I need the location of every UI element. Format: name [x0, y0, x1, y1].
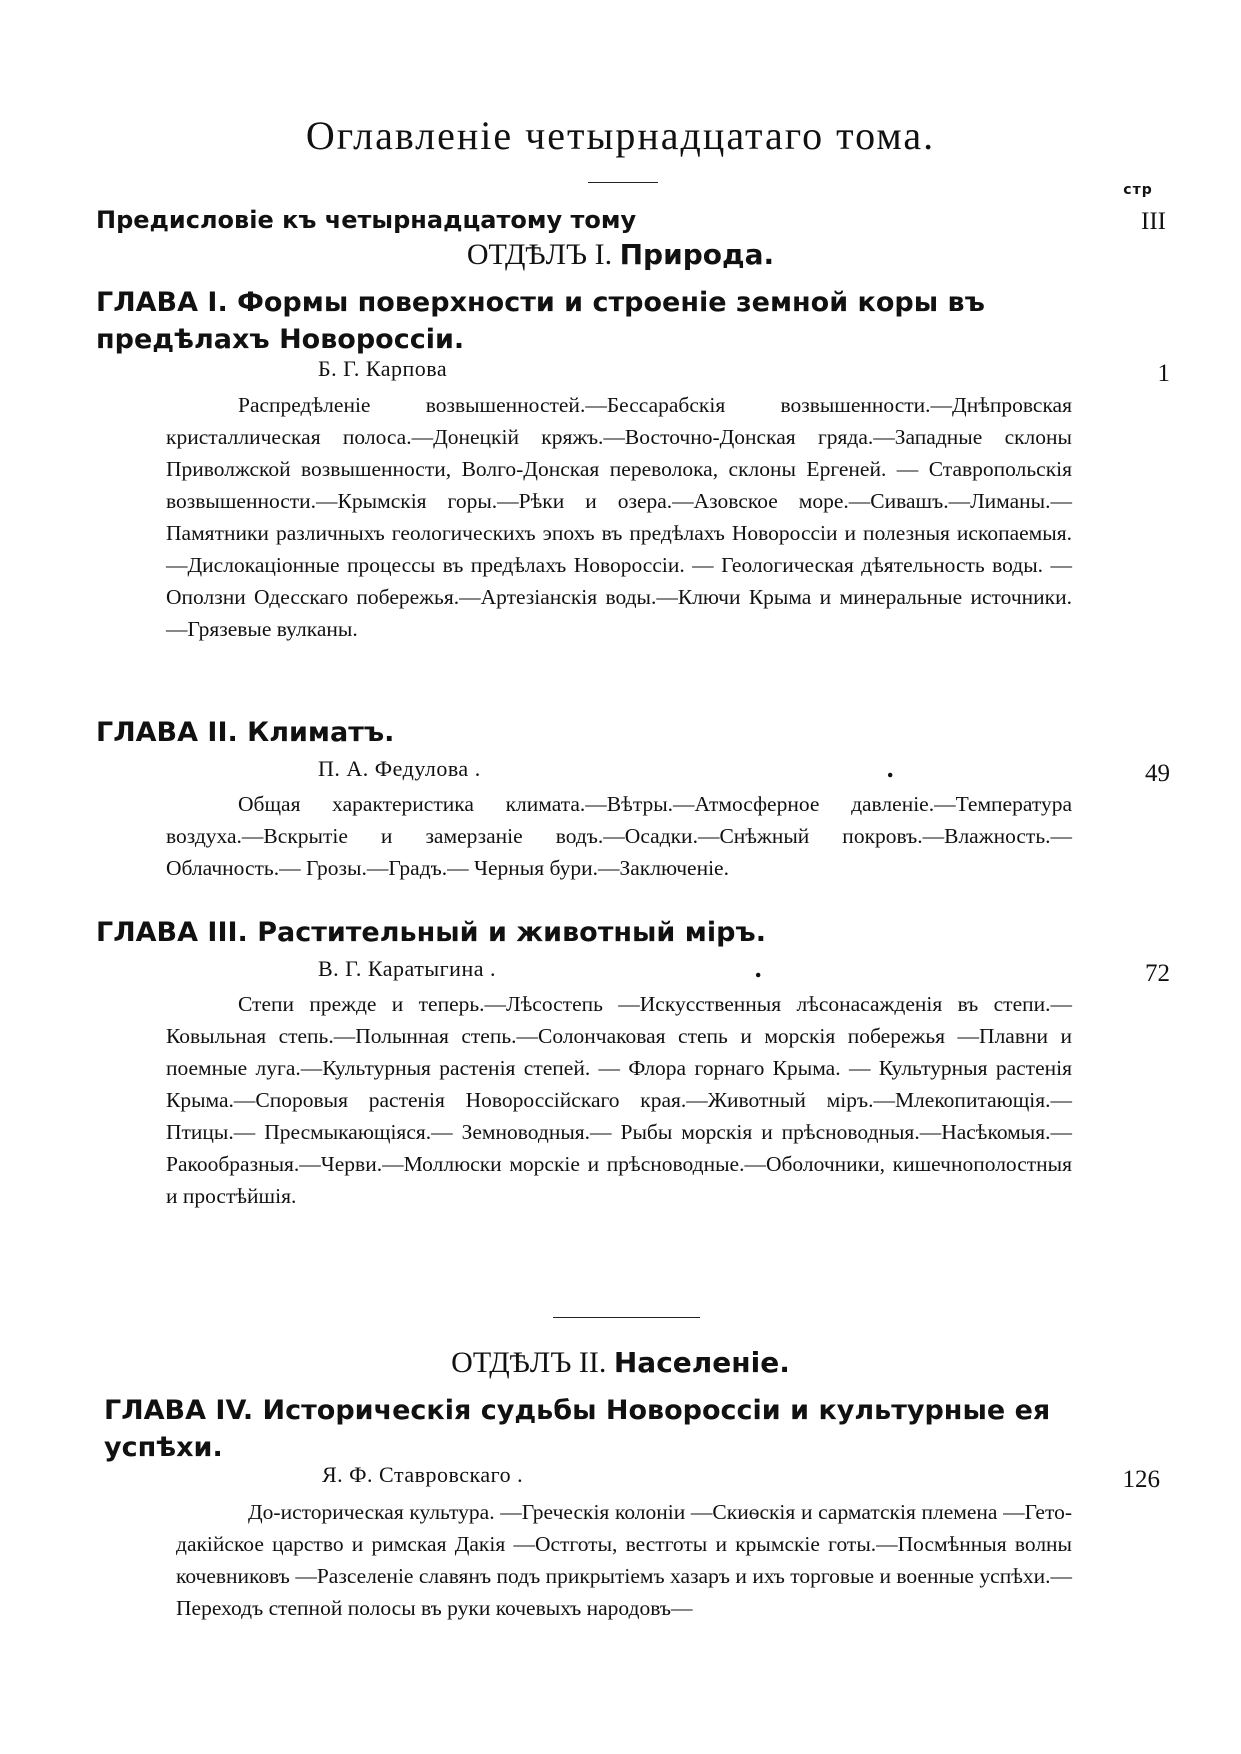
chapter-summary: Общая характеристика климата.—Вѣтры.—Атмосферное давленіе.—Температура воздуха.—Вскрытіе и замерзаніе водъ.—Осадки.—Снѣжный покровъ.—Влажность.— Облачность.— Грозы.—Градъ.— Черныя бури.—Заключеніе.	[166, 792, 1072, 880]
leader-dot: .	[886, 754, 895, 783]
chapter-summary: До-историческая культура. —Греческія колоніи —Скиѳскія и сарматскія племена —Гето-дакійское царство и римская Дакія —Остготы, вестготы и крымскіе готы.—Посмѣнныя волны кочевниковъ —Разселеніе славянъ подъ прикрытіемъ хазаръ и ихъ торговые и военные успѣхи.—Переходъ степной полосы въ руки кочевыхъ народовъ—	[176, 1500, 1072, 1620]
chapter-author: В. Г. Каратыгина .	[318, 956, 496, 981]
preface-page-number: III	[1141, 208, 1166, 235]
chapter-page-number: 49	[1145, 760, 1170, 787]
section-name: Населеніе.	[613, 1346, 790, 1379]
section-name: Природа.	[619, 238, 775, 271]
chapter-summary: Степи прежде и теперь.—Лѣсостепь —Искусственныя лѣсонасажденія въ степи.—Ковыльная степь.—Полынная степь.—Солончаковая степь и морскія побережья —Плавни и поемные луга.—Культурныя растенія степей. — Флора горнаго Крыма. — Культурныя растенія Крыма.—Споровыя растенія Новороссійскаго края.—Животный міръ.—Млекопитающія.— Птицы.— Пресмыкающіяся.— Земноводныя.— Рыбы морскія и прѣсноводныя.—Насѣкомыя.—Ракообразныя.—Черви.—Моллюски морскіе и прѣсноводные.—Оболочники, кишечнополостныя и простѣйшія.	[166, 992, 1072, 1208]
chapter-page-number: 126	[1122, 1466, 1160, 1493]
chapter-page-number: 72	[1145, 960, 1170, 987]
section-label: ОТДѢЛЪ I.	[466, 238, 613, 271]
chapter-title: ГЛАВА IV. Историческія судьбы Новороссіи и культурные ея успѣхи.	[104, 1395, 1051, 1463]
leader-dot: .	[754, 954, 763, 983]
chapter-author: Я. Ф. Ставровскаго .	[322, 1462, 524, 1487]
chapter-title: ГЛАВА III. Растительный и животный міръ.	[96, 917, 766, 948]
page-title: Оглавленіе четырнадцатаго тома.	[305, 113, 936, 158]
chapter-author: П. А. Федулова .	[318, 756, 481, 781]
section-divider	[553, 1317, 700, 1318]
page-column-header: стр	[1123, 182, 1153, 198]
section-label: ОТДѢЛЪ II.	[451, 1346, 607, 1379]
chapter-title: ГЛАВА I. Формы поверхности и строеніе земной коры въ предѣлахъ Новороссіи.	[96, 287, 985, 355]
chapter-title: ГЛАВА II. Климатъ.	[96, 717, 395, 748]
chapter-summary: Распредѣленіе возвышенностей.—Бессарабскія возвышенности.—Днѣпровская кристаллическая полоса.—Донецкій кряжъ.—Восточно-Донская гряда.—Западные склоны Приволжской возвышенности, Волго-Донская переволока, склоны Ергеней. — Ставропольскія возвышенности.—Крымскія горы.—Рѣки и озера.—Азовское море.—Сивашъ.—Лиманы.—Памятники различныхъ геологическихъ эпохъ въ предѣлахъ Новороссіи и полезныя ископаемыя.—Дислокаціонные процессы въ предѣлахъ Новороссіи. — Геологическая дѣятельность воды. — Оползни Одесскаго побережья.—Артезіанскія воды.—Ключи Крыма и минеральные источники.—Грязевые вулканы.	[166, 393, 1072, 641]
section-heading-1	[0, 238, 1241, 272]
title-rule	[588, 182, 658, 183]
chapter-author: Б. Г. Карпова	[318, 356, 448, 381]
section-heading-2	[0, 1346, 1241, 1380]
chapter-page-number: 1	[1157, 360, 1170, 387]
preface-entry: Предисловіе къ четырнадцатому тому	[96, 206, 637, 234]
